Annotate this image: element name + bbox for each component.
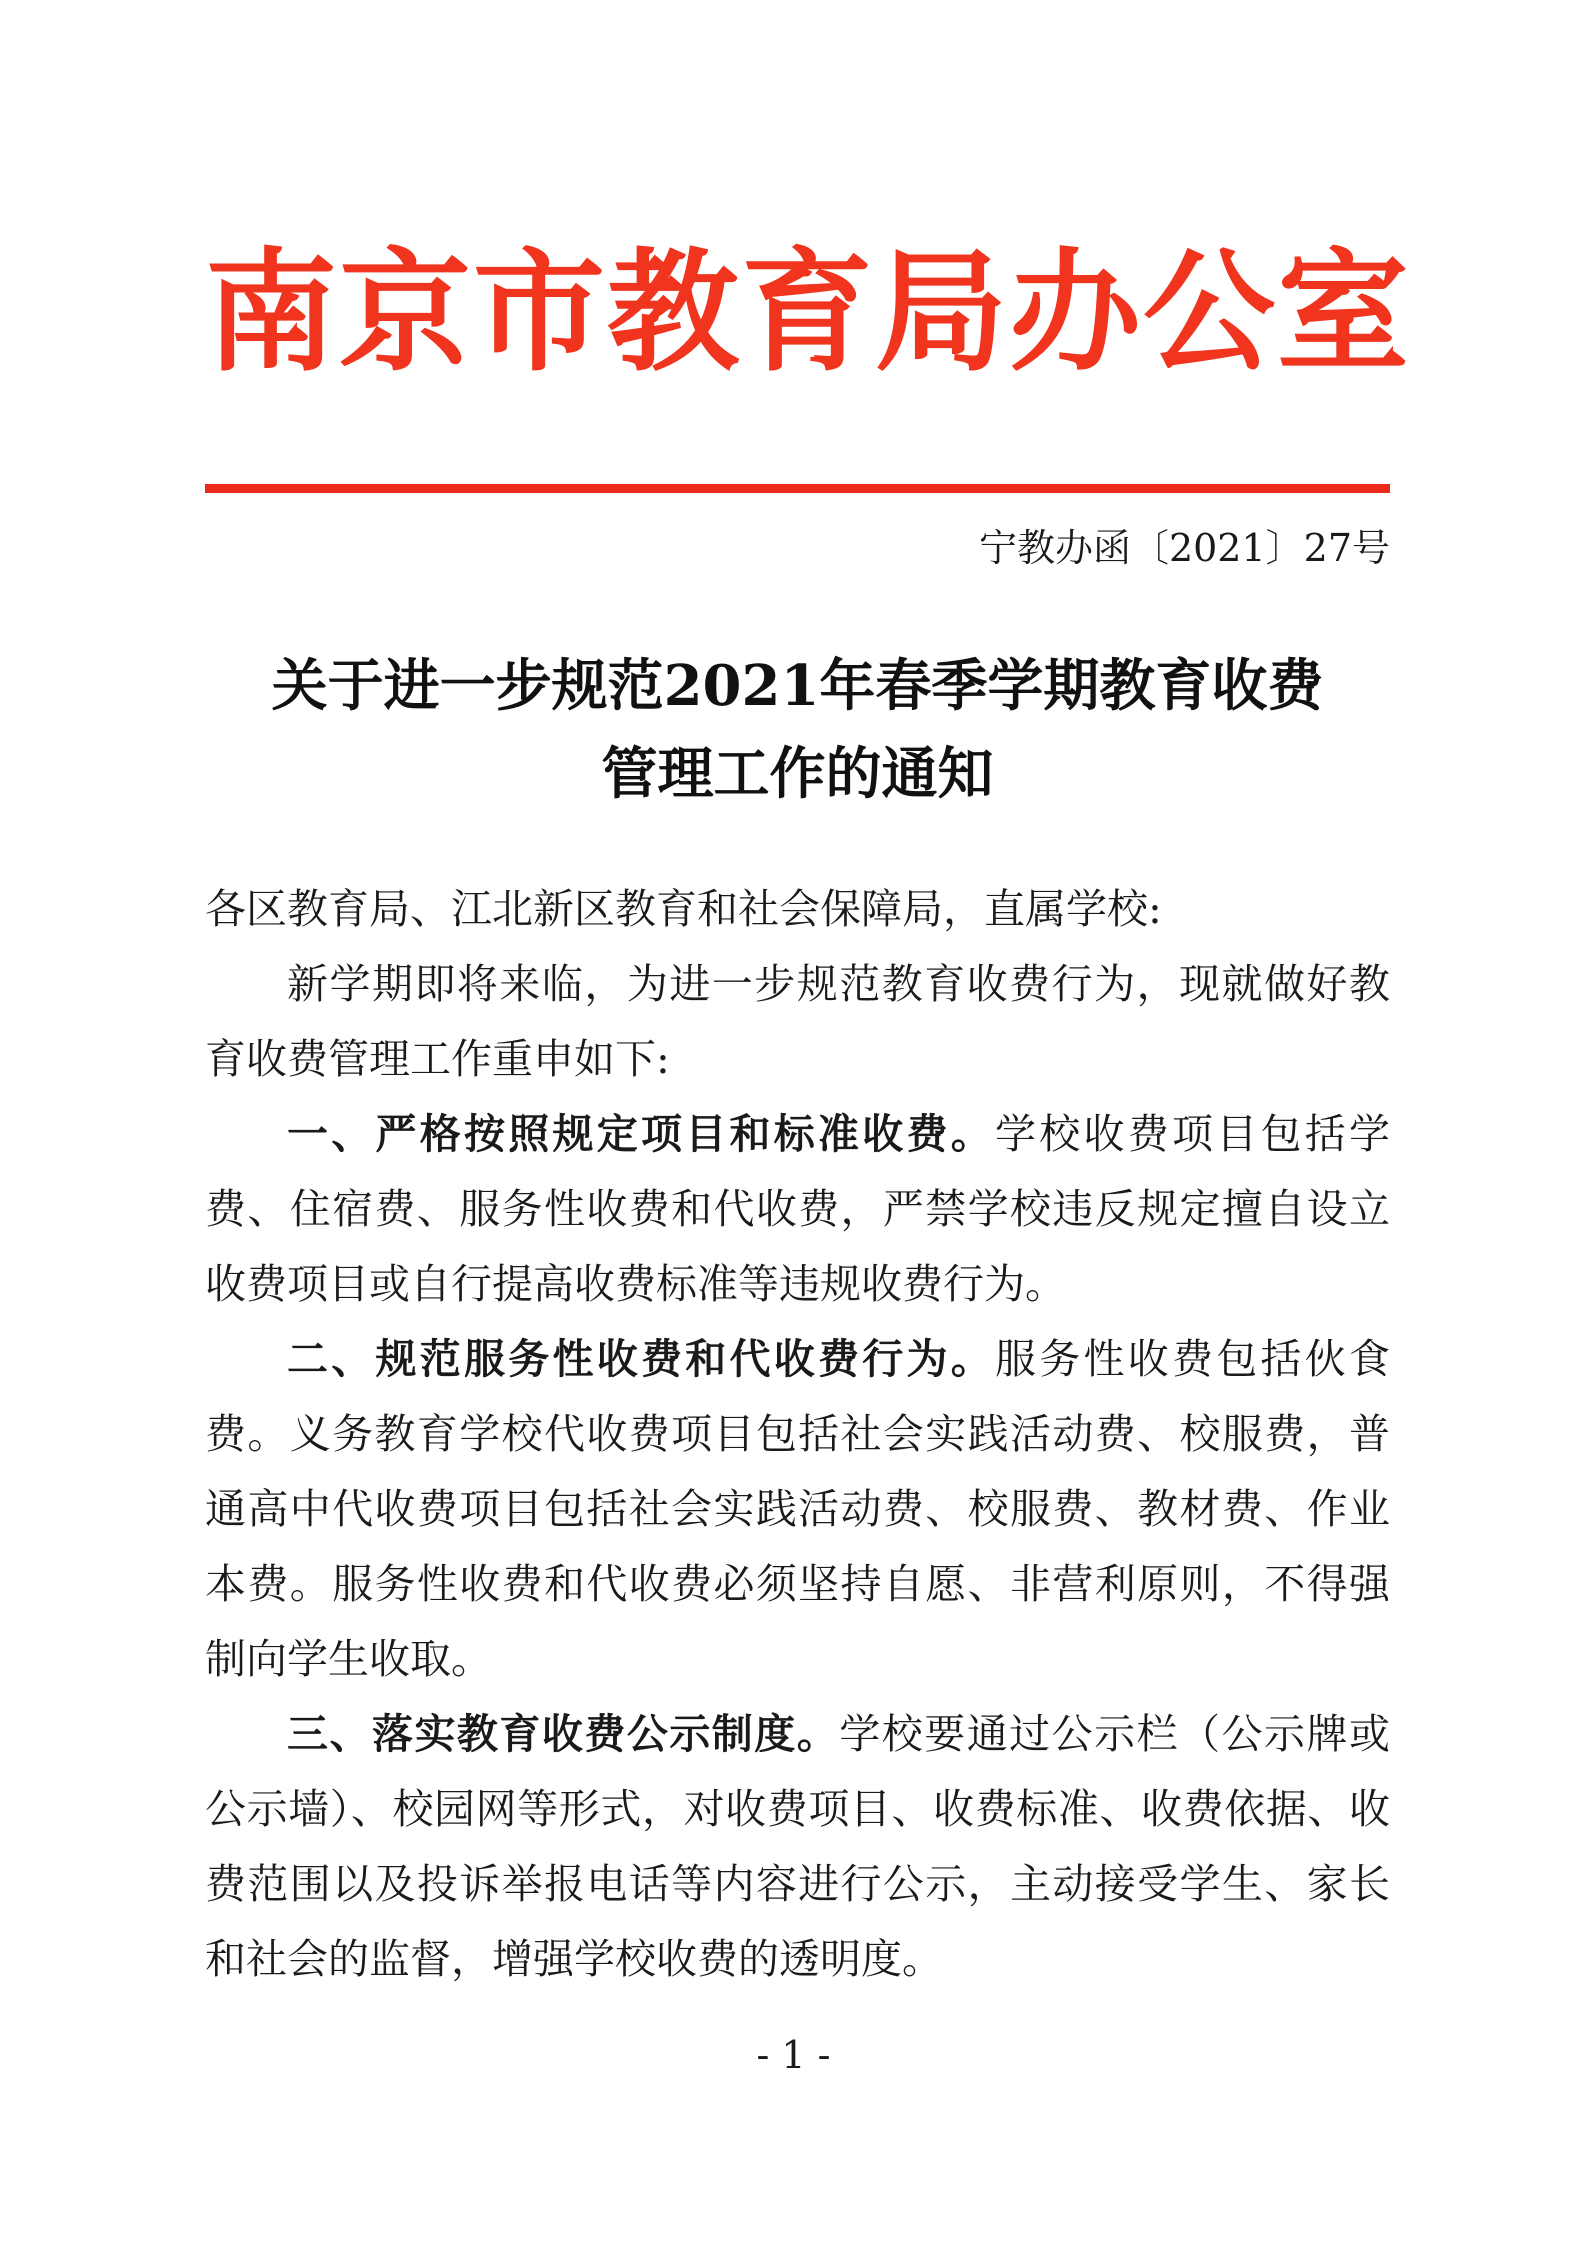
section-paragraph-3	[205, 1697, 1390, 1997]
section-heading-3: 三、落实教育收费公示制度。	[287, 1710, 840, 1758]
title-line-2: 管理工作的通知	[601, 741, 994, 807]
section-text-1: 学校收费项目包括学费、住宿费、服务性收费和代收费，严禁学校违反规定擅自设立收费项目或自行提高收费标准等违规收费行为。	[205, 1110, 1390, 1308]
section-text-2: 服务性收费包括伙食费。义务教育学校代收费项目包括社会实践活动费、校服费，普通高中代收费项目包括社会实践活动费、校服费、教材费、作业本费。服务性收费和代收费必须坚持自愿、非营利原则，不得强制向学生收取。	[205, 1335, 1390, 1683]
addressee-line: 各区教育局、江北新区教育和社会保障局，直属学校:	[205, 885, 1162, 933]
document-title	[205, 642, 1390, 818]
red-divider-line	[205, 484, 1390, 493]
title-line-1: 关于进一步规范2021年春季学期教育收费	[271, 653, 1324, 719]
document-number: 宁教办函〔2021〕27号	[978, 526, 1390, 570]
masthead-title: 南京市教育局办公室	[205, 235, 1411, 390]
document-body	[205, 872, 1390, 1997]
section-heading-2: 二、规范服务性收费和代收费行为。	[287, 1335, 995, 1383]
section-text-3: 学校要通过公示栏（公示牌或公示墙）、校园网等形式，对收费项目、收费标准、收费依据、收费范围以及投诉举报电话等内容进行公示，主动接受学生、家长和社会的监督，增强学校收费的透明度。	[205, 1710, 1391, 1983]
section-paragraph-2	[205, 1322, 1390, 1697]
intro-paragraph: 新学期即将来临，为进一步规范教育收费行为，现就做好教育收费管理工作重申如下:	[205, 960, 1390, 1083]
section-paragraph-1	[205, 1097, 1390, 1322]
page-number: - 1 -	[756, 2033, 831, 2077]
section-heading-1: 一、严格按照规定项目和标准收费。	[287, 1110, 995, 1158]
